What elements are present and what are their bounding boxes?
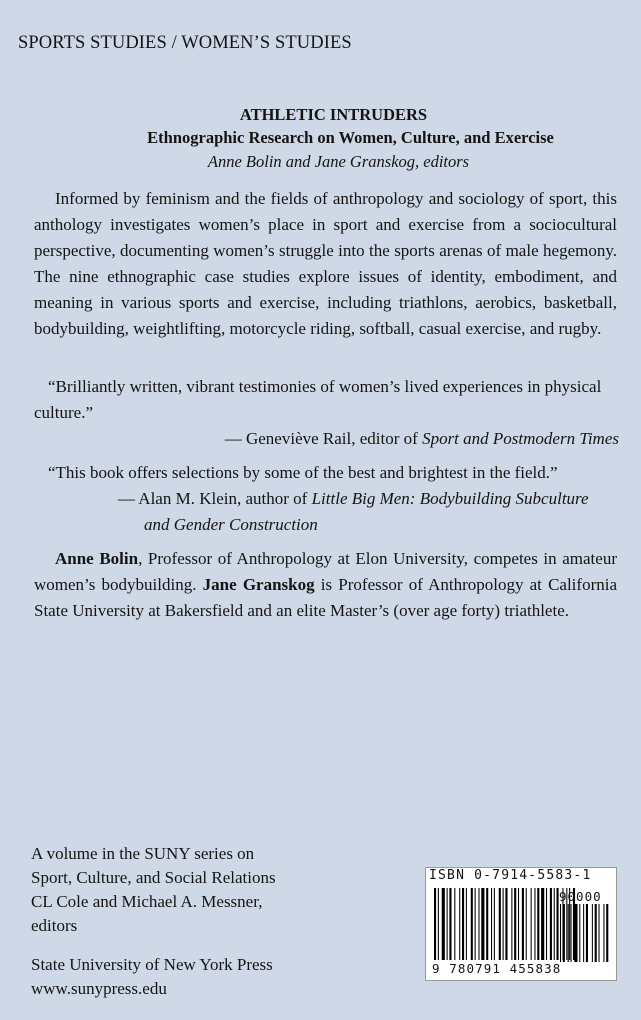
book-title: ATHLETIC INTRUDERS (239, 105, 428, 124)
quote-1-text: “Brilliantly written, vibrant testimonies of women’s lived experiences in physical culture.” (34, 377, 602, 422)
bio-name-1: Anne Bolin (55, 549, 139, 568)
ean-digits: 9 780791 455838 (432, 961, 562, 976)
barcode-addon-bar (599, 904, 600, 962)
barcode-bar (471, 888, 473, 960)
barcode-bar (505, 888, 507, 960)
barcode-bar (534, 888, 535, 960)
barcode-bar (491, 888, 492, 960)
category-label: SPORTS STUDIES / WOMEN’S STUDIES (18, 33, 352, 53)
barcode-addon-bar (568, 904, 569, 962)
barcode-bar (478, 888, 479, 960)
quote-2-attribution (34, 486, 619, 512)
barcode-bar (459, 888, 460, 960)
barcode-bar (438, 888, 439, 960)
barcode-addon-bar (563, 904, 565, 962)
barcode-bar (462, 888, 464, 960)
barcode-bar (518, 888, 519, 960)
description-paragraph: Informed by feminism and the fields of anthropology and sociology of sport, this anthology investigates women’s place in sport and exercise from a sociocultural perspective, documenting women’s struggle into the sports arenas of male hegemony. The nine ethnographic case studies explore issues of identity, embodiment, and meaning in various sports and exercise, including triathlons, aerobics, basketball, bodybuilding, weightlifting, motorcycle riding, softball, casual exercise, and rugby. (34, 189, 617, 338)
publisher-info (31, 953, 273, 1001)
barcode-addon-bar (560, 904, 561, 962)
barcode-bar (554, 888, 555, 960)
series-line-1: A volume in the SUNY series on (31, 844, 255, 863)
barcode-addon-bar (574, 904, 577, 962)
isbn-label: ISBN 0-7914-5583-1 (429, 868, 592, 883)
quote-2-attribution-line2 (34, 512, 619, 538)
barcode-addon-bar (595, 904, 597, 962)
quote-1-attribution (34, 426, 619, 452)
quote-1 (34, 374, 619, 452)
series-line-2: Sport, Culture, and Social Relations (31, 868, 276, 887)
series-line-3: CL Cole and Michael A. Messner, (31, 892, 263, 911)
barcode-bar (522, 888, 524, 960)
barcode-bar (486, 888, 488, 960)
barcode-bar (511, 888, 512, 960)
barcode-addon-bar (592, 904, 593, 962)
barcode-addon-bar (583, 904, 584, 962)
bio-text-1: , Professor of Anthropology at Elon University, competes in amateur women’s bodybuilding. (34, 549, 617, 594)
barcode-addon-bar (571, 904, 572, 962)
barcode-addon-bar (579, 904, 580, 962)
barcode-bar (526, 888, 527, 960)
barcode-bar (447, 888, 448, 960)
barcode-addon-bar (606, 904, 608, 962)
barcode-bar (475, 888, 476, 960)
barcode-bar (499, 888, 501, 960)
title-block (0, 104, 641, 174)
quote-1-author: — Geneviève Rail, editor of (224, 429, 423, 448)
quote-1-work: Sport and Postmodern Times (422, 429, 619, 448)
barcode-bar (541, 888, 544, 960)
barcode-bar (434, 888, 436, 960)
quote-2-author: — Alan M. Klein, author of (118, 489, 312, 508)
book-subtitle: Ethnographic Research on Women, Culture, and Exercise (147, 128, 554, 147)
barcode-bar (514, 888, 516, 960)
bio-name-2: Jane Granskog (202, 575, 315, 594)
quote-2-work-line2: and Gender Construction (144, 515, 318, 534)
quote-2-text: “This book offers selections by some of the best and brightest in the field.” (48, 463, 558, 482)
barcode-addon-bar (603, 904, 604, 962)
bio-text-2: is Professor of Anthropology at California State University at Bakersfield and an elite Master’s (over age forty) triathlete. (34, 575, 617, 620)
barcode-bar (442, 888, 445, 960)
barcode-bar (531, 888, 532, 960)
series-line-4: editors (31, 916, 78, 935)
barcode-bar (449, 888, 451, 960)
barcode-bar (503, 888, 504, 960)
barcode-bar (494, 888, 495, 960)
barcode-bar (481, 888, 484, 960)
publisher-url: www.sunypress.edu (31, 979, 167, 998)
publisher-name: State University of New York Press (31, 955, 273, 974)
barcode-bar (454, 888, 455, 960)
barcode-bar (466, 888, 467, 960)
quote-2-work-line1: Little Big Men: Bodybuilding Subculture (311, 489, 589, 508)
barcode-bar (537, 888, 539, 960)
barcode-addon-digits: 90000 (559, 889, 602, 904)
barcode-bar (550, 888, 552, 960)
quote-2 (34, 460, 619, 538)
barcode-bar (546, 888, 547, 960)
series-note (31, 842, 321, 938)
book-editors: Anne Bolin and Jane Granskog, editors (207, 152, 470, 171)
author-bio (34, 546, 617, 624)
barcode-addon-bar (586, 904, 588, 962)
